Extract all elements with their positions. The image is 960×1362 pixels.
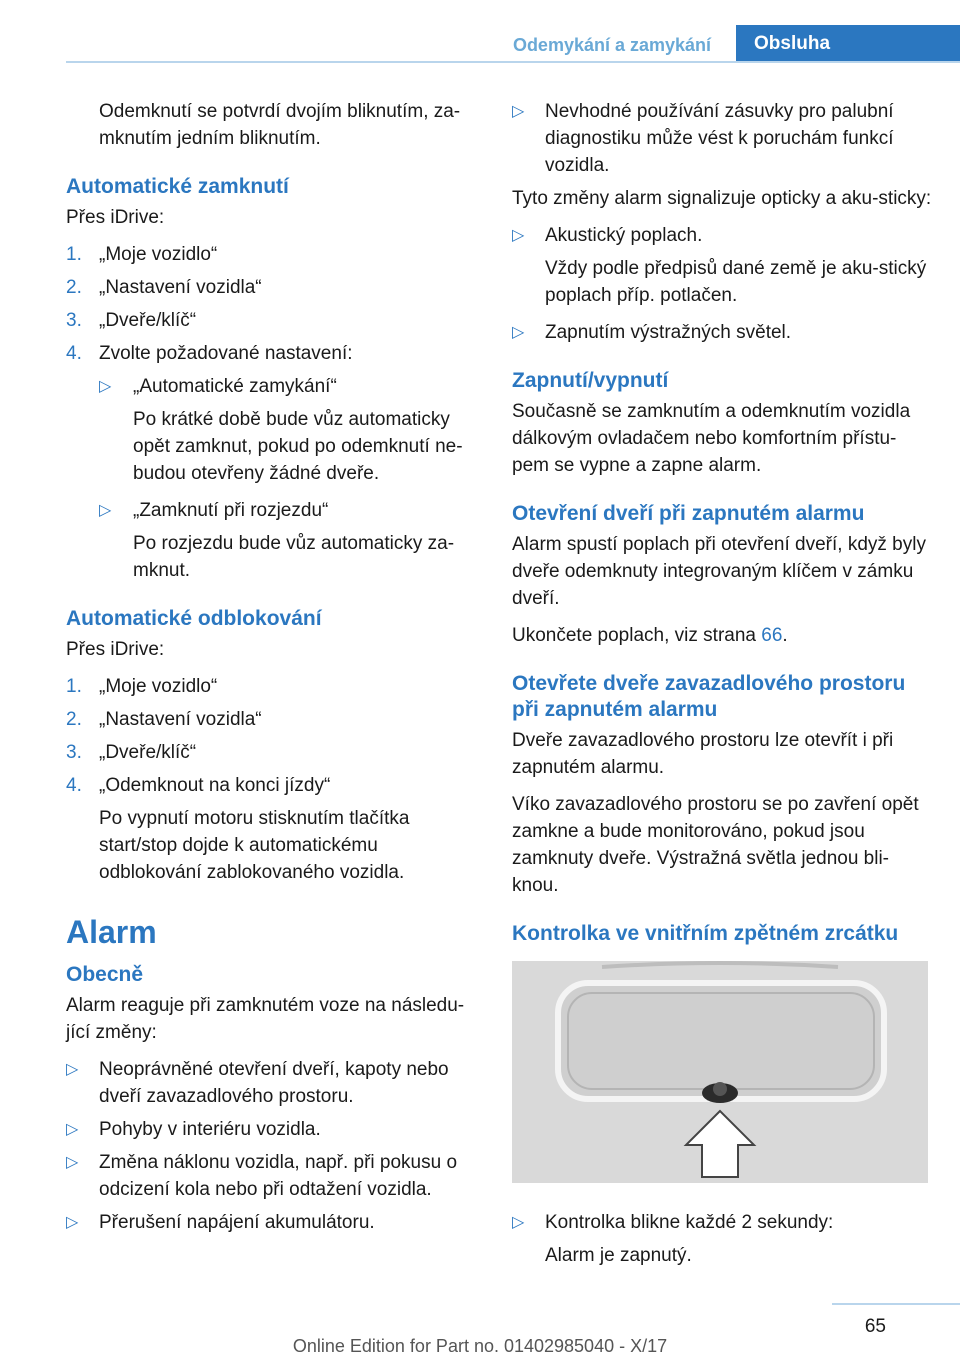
door-open-title: Otevření dveří při zapnutém alarmu <box>512 502 865 525</box>
auto-unlock-title: Automatické odblokování <box>66 607 322 630</box>
option-item: ▷ „Zamknutí při rozjezdu“ Po rozjezdu bude vůz automaticky za-mknut. <box>99 497 478 584</box>
bullet-item: ▷ Pohyby v interiéru vozidla. <box>66 1116 478 1143</box>
bullet-item: ▷ Neoprávněné otevření dveří, kapoty nebo dveří zavazadlového prostoru. <box>66 1056 478 1110</box>
right-column <box>512 98 932 1279</box>
page-number: 65 <box>864 1316 886 1337</box>
general-title: Obecně <box>66 963 144 986</box>
list-item: 1. „Moje vozidlo“ <box>66 676 218 697</box>
list-item: 3. „Dveře/klíč“ <box>66 310 197 331</box>
door-open-end: Ukončete poplach, viz strana 66. <box>512 625 788 646</box>
bullet-item: ▷ Zapnutím výstražných světel. <box>512 319 932 346</box>
onoff-title: Zapnutí/vypnutí <box>512 369 669 392</box>
bullet-item: ▷ Kontrolka blikne každé 2 sekundy: Alarm je zapnutý. <box>512 1209 932 1269</box>
mirror-title: Kontrolka ve vnitřním zpětném zrcátku <box>512 922 899 945</box>
option-item: ▷ „Automatické zamykání“ Po krátké době bude vůz automaticky opět zamknut, pokud po odemknutí ne-budou otevřeny žádné dveře. <box>99 373 478 487</box>
edition-footer: Online Edition for Part no. 01402985040 - X/17 <box>292 1336 668 1356</box>
alarm-title: Alarm <box>66 914 157 950</box>
left-column <box>66 98 478 1242</box>
mirror-illustration <box>512 961 928 1183</box>
general-text: Alarm reaguje při zamknutém voze na následu-jící změny: <box>66 995 465 1043</box>
triangle-bullet-icon: ▷ <box>512 103 525 120</box>
triangle-bullet-icon: ▷ <box>66 1154 79 1171</box>
list-item: 4. Zvolte požadované nastavení: ▷ „Automatické zamykání“ Po krátké době bude vůz automaticky opět zamknut, pokud po odemknutí ne-budou otevřeny žádné dveře. ▷ „Zamknutí při rozjezdu“ Po rozjezdu bude vůz automaticky za-mknut. <box>66 340 478 584</box>
page-link[interactable]: 66 <box>761 625 783 646</box>
auto-lock-via: Přes iDrive: <box>66 207 165 228</box>
list-item: 2. „Nastavení vozidla“ <box>66 277 262 298</box>
onoff-text: Současně se zamknutím a odemknutím vozidla dálkovým ovladačem nebo komfortním přístu-pem se vypne a zapne alarm. <box>512 401 911 476</box>
triangle-bullet-icon: ▷ <box>66 1121 79 1138</box>
bullet-item: ▷ Akustický poplach. Vždy podle předpisů dané země je aku-stický poplach příp. potlačen. <box>512 222 932 309</box>
header-divider <box>66 61 960 63</box>
list-item: 1. „Moje vozidlo“ <box>66 244 218 265</box>
trunk-text-2: Víko zavazadlového prostoru se po zavření opět zamkne a bude monitorováno, pokud jsou zamknuty dveře. Výstražná světla jednou bli-knou. <box>512 794 919 896</box>
auto-unlock-via: Přes iDrive: <box>66 639 165 660</box>
header-section[interactable]: Odemykání a zamykání <box>512 35 712 55</box>
page-header <box>0 0 960 62</box>
triangle-bullet-icon: ▷ <box>512 227 525 244</box>
bullet-item: ▷ Nevhodné používání zásuvky pro palubní diagnostiku může vést k poruchám funkcí vozidla. <box>512 98 932 179</box>
triangle-bullet-icon: ▷ <box>66 1061 79 1078</box>
triangle-bullet-icon: ▷ <box>512 1214 525 1231</box>
auto-lock-title: Automatické zamknutí <box>66 175 289 198</box>
bullet-item: ▷ Přerušení napájení akumulátoru. <box>66 1209 478 1236</box>
list-item: 2. „Nastavení vozidla“ <box>66 709 262 730</box>
trunk-title: Otevřete dveře zavazadlového prostoru při zapnutém alarmu <box>512 672 906 721</box>
door-open-text: Alarm spustí poplach při otevření dveří, když byly dveře odemknuty integrovaným klíčem v zámku dveří. <box>512 534 926 609</box>
header-chapter[interactable]: Obsluha <box>736 25 960 62</box>
triangle-bullet-icon: ▷ <box>512 324 525 341</box>
bullet-item: ▷ Změna náklonu vozidla, např. při pokusu o odcizení kola nebo při odtažení vozidla. <box>66 1149 478 1203</box>
triangle-bullet-icon: ▷ <box>99 502 112 519</box>
trunk-text-1: Dveře zavazadlového prostoru lze otevřít i při zapnutém alarmu. <box>512 730 894 778</box>
list-item: 4. „Odemknout na konci jízdy“ Po vypnutí motoru stisknutím tlačítka start/stop dojde k automatickému odblokování zablokovaného vozidla. <box>66 775 410 883</box>
triangle-bullet-icon: ▷ <box>66 1214 79 1231</box>
intro-text: Odemknutí se potvrdí dvojím bliknutím, za-mknutím jedním bliknutím. <box>99 101 461 149</box>
footer-divider <box>832 1303 960 1305</box>
list-item: 3. „Dveře/klíč“ <box>66 742 197 763</box>
triangle-bullet-icon: ▷ <box>99 378 112 395</box>
signal-text: Tyto změny alarm signalizuje opticky a aku-sticky: <box>512 188 932 209</box>
